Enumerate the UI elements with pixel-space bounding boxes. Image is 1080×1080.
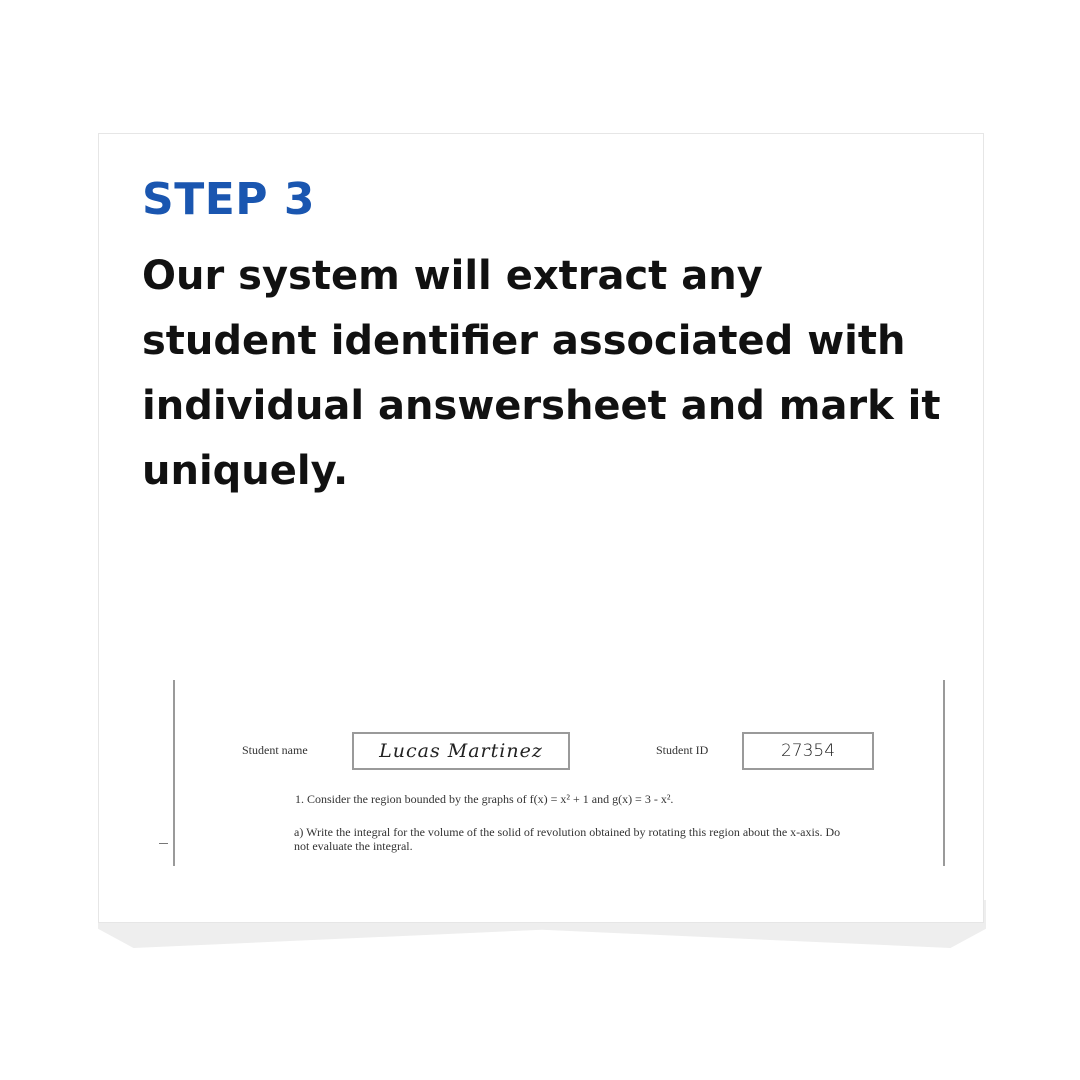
student-name-box: Lucas Martinez	[352, 732, 570, 770]
student-name-label: Student name	[242, 743, 308, 757]
question-1: 1. Consider the region bounded by the graphs of f(x) = x² + 1 and g(x) = 3 - x².	[295, 792, 674, 806]
student-id-label: Student ID	[656, 743, 709, 757]
question-1a: a) Write the integral for the volume of the solid of revolution obtained by rotating this region about the x-axis. Do not evaluate the integral.	[294, 825, 841, 853]
answer-sheet-image	[173, 680, 945, 866]
sheet-edge-mark	[159, 843, 168, 844]
step-label: STEP 3	[142, 174, 315, 225]
student-id-box: 27354	[742, 732, 874, 770]
step-description: Our system will extract any student identifier associated with individual answersheet and mark it uniquely.	[142, 253, 941, 494]
